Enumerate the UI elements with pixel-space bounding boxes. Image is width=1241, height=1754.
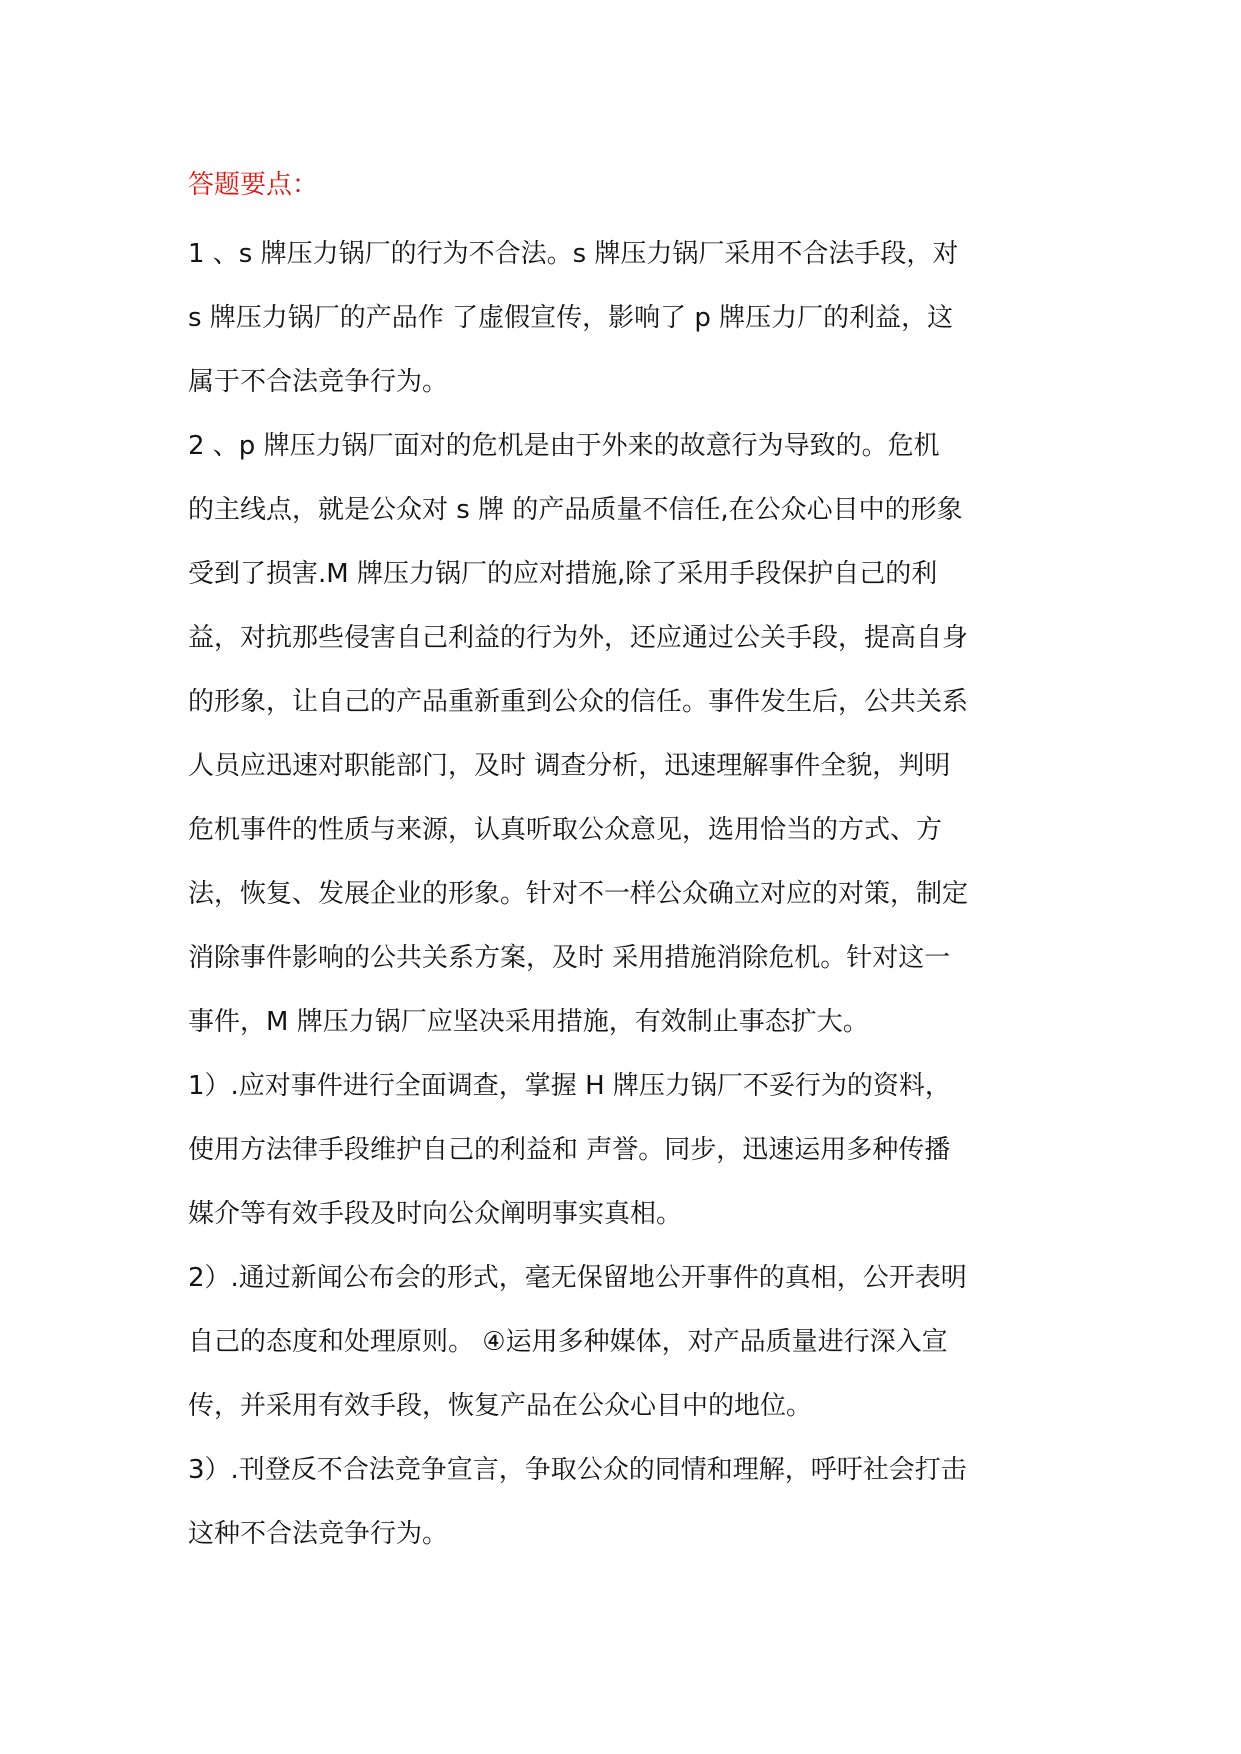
text-line: 受到了损害.M 牌压力锅厂的应对措施,除了采用手段保护自己的利 [188, 559, 938, 589]
paragraph-measure-3 [188, 1438, 1058, 1566]
text-line: 媒介等有效手段及时向公众阐明事实真相。 [188, 1199, 683, 1229]
text-line: 自己的态度和处理原则。 ④运用多种媒体，对产品质量进行深入宣 [188, 1327, 948, 1357]
text-line: 这种不合法竞争行为。 [188, 1519, 449, 1549]
text-line: 3）.刊登反不合法竞争宣言，争取公众的同情和理解，呼吁社会打击 [188, 1455, 967, 1485]
paragraph-measure-1 [188, 1054, 1058, 1246]
heading-answer-points: 答题要点： [188, 170, 319, 200]
text-line: 2）.通过新闻公布会的形式，毫无保留地公开事件的真相，公开表明 [188, 1263, 967, 1293]
text-line: 使用方法律手段维护自己的利益和 声誉。同步，迅速运用多种传播 [188, 1135, 951, 1165]
text-line: 的主线点，就是公众对 s 牌 的产品质量不信任,在公众心目中的形象 [188, 495, 963, 525]
text-line: 危机事件的性质与来源，认真听取公众意见，选用恰当的方式、方 [188, 815, 943, 845]
text-line: 2 、p 牌压力锅厂面对的危机是由于外来的故意行为导致的。危机 [188, 431, 940, 461]
text-line: 传，并采用有效手段，恢复产品在公众心目中的地位。 [188, 1391, 813, 1421]
text-line: 的形象，让自己的产品重新重到公众的信任。事件发生后，公共关系 [188, 687, 969, 717]
text-line: 人员应迅速对职能部门，及时 调查分析，迅速理解事件全貌，判明 [188, 751, 951, 781]
text-line: 消除事件影响的公共关系方案，及时 采用措施消除危机。针对这一 [188, 943, 951, 973]
document-body [188, 158, 1058, 1566]
paragraph-point-1 [188, 222, 1058, 414]
paragraph-measure-2 [188, 1246, 1058, 1438]
text-line: 1）.应对事件进行全面调查，掌握 H 牌压力锅厂不妥行为的资料， [188, 1071, 951, 1101]
text-line: 事件，M 牌压力锅厂应坚决采用措施，有效制止事态扩大。 [188, 1007, 869, 1037]
text-line: 属于不合法竞争行为。 [188, 367, 449, 397]
text-line: s 牌压力锅厂的产品作 了虚假宣传，影响了 p 牌压力厂的利益，这 [188, 303, 954, 333]
text-line: 益，对抗那些侵害自己利益的行为外，还应通过公关手段，提高自身 [188, 623, 969, 653]
text-line: 1 、s 牌压力锅厂的行为不合法。s 牌压力锅厂采用不合法手段，对 [188, 239, 959, 269]
text-line: 法，恢复、发展企业的形象。针对不一样公众确立对应的对策，制定 [188, 879, 969, 909]
paragraph-point-2 [188, 414, 1058, 1054]
